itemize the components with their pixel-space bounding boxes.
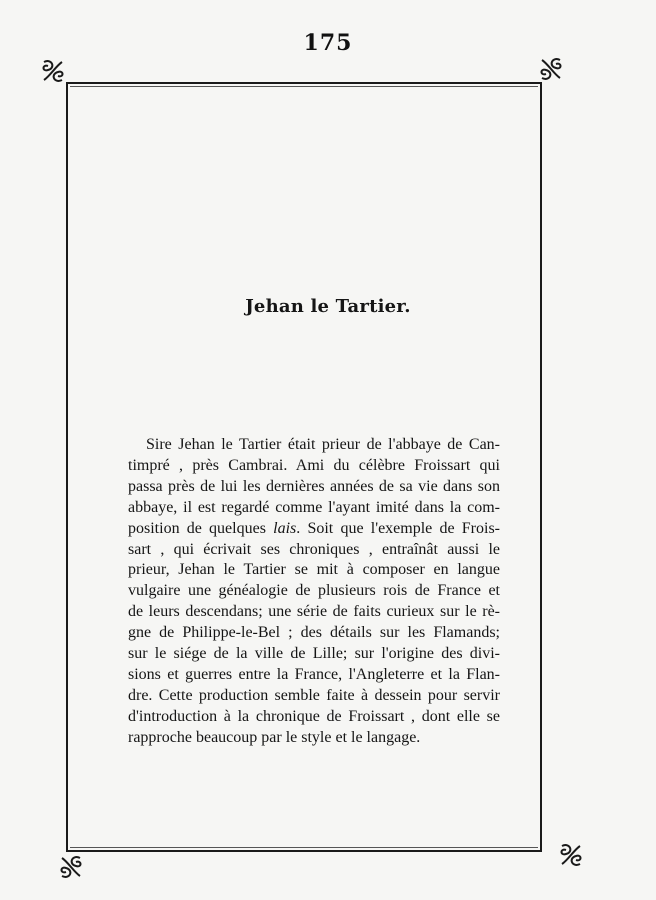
body-line: sions et guerres entre la France, l'Angleterre et la Flan-	[128, 665, 500, 683]
body-line	[128, 519, 500, 540]
frame-rule-right	[540, 82, 542, 852]
body-line: abbaye, il est regardé comme l'ayant imité dans la com-	[128, 498, 500, 516]
fleuron-icon	[40, 58, 66, 84]
page-number: 175	[303, 30, 353, 56]
frame-rule-top	[66, 82, 542, 84]
body-line: dre. Cette production semble faite à dessein pour servir	[128, 686, 500, 704]
body-line: prieur, Jehan le Tartier se mit à composer en langue	[128, 561, 500, 579]
frame-rule-bottom-inner	[70, 847, 538, 848]
body-line-text: . Soit que l'exemple de Frois-	[296, 519, 500, 537]
fleuron-icon	[58, 854, 84, 880]
body-line: passa près de lui les dernières années de sa vie dans son	[128, 477, 500, 495]
body-line: sart , qui écrivait ses chroniques , entraînât aussi le	[128, 540, 500, 558]
frame-rule-top-inner	[70, 86, 538, 87]
italic-term: lais	[273, 519, 297, 537]
body-line: timpré , près Cambrai. Ami du célèbre Froissart qui	[128, 456, 500, 474]
frame-rule-bottom	[66, 850, 542, 852]
body-line: gne de Philippe-le-Bel ; des détails sur les Flamands;	[128, 624, 500, 642]
body-line: vulgaire une généalogie de plusieurs rois de France et	[128, 582, 500, 600]
chapter-title: Jehan le Tartier.	[245, 296, 411, 317]
body-line-text: position de quelques	[128, 519, 274, 537]
body-line: rapproche beaucoup par le style et le langage.	[128, 728, 421, 746]
frame-rule-left	[66, 82, 68, 852]
fleuron-icon	[558, 842, 584, 868]
body-line: de leurs descendans; une série de faits curieux sur le rè-	[128, 603, 500, 621]
body-line: sur le siége de la ville de Lille; sur l'origine des divi-	[128, 645, 500, 663]
body-paragraph	[128, 435, 500, 749]
fleuron-icon	[538, 56, 564, 82]
body-line: d'introduction à la chronique de Froissart , dont elle se	[128, 707, 500, 725]
body-line: Sire Jehan le Tartier était prieur de l'abbaye de Can-	[146, 436, 500, 453]
